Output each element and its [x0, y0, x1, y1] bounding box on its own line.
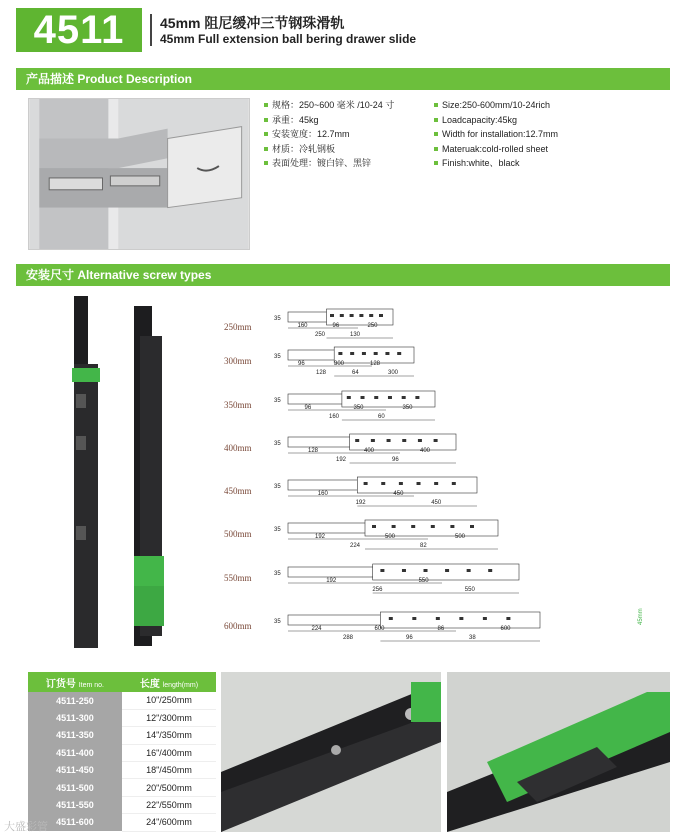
spec-list-english	[432, 98, 558, 171]
mount-hole	[402, 569, 406, 572]
mount-hole	[347, 396, 351, 399]
dimension-text: 288	[343, 635, 354, 641]
mount-hole	[483, 617, 487, 620]
dimension-text: 192	[336, 457, 347, 463]
dimension-text: 192	[326, 578, 337, 584]
dimension-text: 192	[315, 534, 326, 540]
dimension-text: 600	[374, 626, 385, 632]
dimension-text: 96	[406, 635, 413, 641]
mount-hole	[385, 352, 389, 355]
dimension-text: 500	[385, 534, 396, 540]
mount-hole	[411, 525, 415, 528]
table-row: 4511-250 10"/250mm	[28, 692, 216, 709]
mount-hole	[434, 482, 438, 485]
section-product-description: 产品描述 Product Description	[16, 68, 670, 90]
mount-hole	[417, 482, 421, 485]
mount-hole	[350, 314, 354, 317]
dimension-text: 128	[370, 361, 381, 367]
slide-green-latch-photo	[447, 672, 670, 832]
mount-hole	[431, 525, 435, 528]
dimension-text: 64	[352, 370, 359, 376]
mount-hole	[374, 352, 378, 355]
title-chinese: 45mm 阻尼缓冲三节钢珠滑轨	[160, 15, 345, 31]
mount-hole	[424, 569, 428, 572]
dimension-text: 60	[378, 414, 385, 420]
slide-closeup-photo	[221, 672, 441, 832]
dimension-text: 250	[367, 323, 378, 329]
mount-hole	[338, 352, 342, 355]
dimension-text: 96	[392, 457, 399, 463]
mount-hole	[388, 396, 392, 399]
dimension-text: 450	[393, 491, 404, 497]
dimension-text: 35	[274, 571, 281, 577]
mount-hole	[402, 439, 406, 442]
mount-hole	[459, 617, 463, 620]
table-row: 4511-550 22"/550mm	[28, 796, 216, 813]
length-label: 300mm	[224, 356, 252, 366]
spec-item: Finish:white、black	[432, 156, 558, 171]
dimension-text: 300	[388, 370, 399, 376]
length-label: 450mm	[224, 486, 252, 496]
mount-hole	[364, 482, 368, 485]
mount-hole	[389, 617, 393, 620]
order-table	[28, 672, 216, 832]
dimension-text: 35	[274, 398, 281, 404]
mount-hole	[381, 482, 385, 485]
mount-hole	[330, 314, 334, 317]
spec-item: Loadcapacity:45kg	[432, 113, 558, 128]
mount-hole	[467, 569, 471, 572]
dimension-text: 35	[274, 354, 281, 360]
length-label: 600mm	[224, 621, 252, 631]
dimension-text: 96	[298, 361, 305, 367]
table-row: 4511-450 18"/450mm	[28, 762, 216, 779]
dimension-text: 160	[317, 491, 328, 497]
table-row: 4511-600 24"/600mm	[28, 814, 216, 831]
table-row: 4511-300 12"/300mm	[28, 709, 216, 726]
dimension-text: 224	[311, 626, 322, 632]
mount-hole	[506, 617, 510, 620]
dimension-text: 128	[316, 370, 327, 376]
table-row: 4511-500 20"/500mm	[28, 779, 216, 796]
mount-hole	[445, 569, 449, 572]
title-divider	[150, 14, 152, 46]
mount-hole	[488, 569, 492, 572]
dimension-text: 350	[402, 405, 413, 411]
mount-hole	[399, 482, 403, 485]
dimension-text: 96	[304, 405, 312, 411]
length-label: 400mm	[224, 443, 252, 453]
dimension-text: 35	[274, 619, 281, 625]
dimension-text: 160	[329, 414, 340, 420]
mount-hole	[470, 525, 474, 528]
dimension-text: 300	[334, 361, 345, 367]
mount-hole	[412, 617, 416, 620]
dimension-text: 550	[418, 578, 429, 584]
spec-item: 承重：45kg	[262, 113, 394, 128]
mount-hole	[371, 439, 375, 442]
mount-hole	[392, 525, 396, 528]
mount-hole	[369, 314, 373, 317]
height-dimension-text: 45mm	[638, 608, 644, 625]
length-label: 500mm	[224, 529, 252, 539]
dimension-text: 400	[420, 448, 431, 454]
mount-hole	[450, 525, 454, 528]
mount-hole	[361, 396, 365, 399]
length-label: 550mm	[224, 573, 252, 583]
watermark: 大盛彩管	[4, 821, 48, 833]
length-label: 350mm	[224, 400, 252, 410]
mount-hole	[362, 352, 366, 355]
table-row: 4511-400 16"/400mm	[28, 744, 216, 761]
dimension-text: 250	[315, 332, 326, 338]
mount-hole	[379, 314, 383, 317]
drawer-illustration	[28, 98, 250, 250]
spec-item: Width for installation:12.7mm	[432, 127, 558, 142]
header-item-no: 订货号 Item no.	[28, 672, 122, 692]
mount-hole	[397, 352, 401, 355]
mount-hole	[452, 482, 456, 485]
header-length: 长度 length(mm)	[122, 672, 216, 692]
spec-item: Materuak:cold-rolled sheet	[432, 142, 558, 157]
mount-hole	[402, 396, 406, 399]
length-label: 250mm	[224, 322, 252, 332]
dimension-text: 35	[274, 527, 281, 533]
spec-list-chinese	[262, 98, 394, 171]
dimension-text: 224	[350, 543, 361, 549]
mount-hole	[436, 617, 440, 620]
table-row: 4511-350 14"/350mm	[28, 727, 216, 744]
spec-item: 材质：冷轧钢板	[262, 142, 394, 157]
dimension-text: 400	[364, 448, 375, 454]
dimension-text: 35	[274, 484, 281, 490]
dimension-text: 192	[355, 500, 366, 506]
mount-hole	[387, 439, 391, 442]
dimension-text: 500	[455, 534, 466, 540]
slide-rail-photo	[60, 296, 170, 666]
spec-item: 安装宽度：12.7mm	[262, 127, 394, 142]
mount-hole	[359, 314, 363, 317]
dimension-text: 600	[500, 626, 511, 632]
mount-hole	[350, 352, 354, 355]
spec-item: 规格：250~600 毫米 /10-24 寸	[262, 98, 394, 113]
mount-hole	[434, 439, 438, 442]
dimension-text: 128	[308, 448, 319, 454]
mount-hole	[415, 396, 419, 399]
dimension-text: 35	[274, 441, 281, 447]
dimension-text: 86	[437, 626, 445, 632]
dimension-text: 550	[464, 587, 475, 593]
mount-hole	[372, 525, 376, 528]
section-screw-types: 安装尺寸 Alternative screw types	[16, 264, 670, 286]
dimension-text: 130	[350, 332, 361, 338]
mount-hole	[340, 314, 344, 317]
dimension-text: 256	[372, 587, 383, 593]
screw-diagrams	[270, 300, 650, 645]
dimension-text: 160	[297, 323, 308, 329]
mount-hole	[355, 439, 359, 442]
spec-item: 表面处理：镀白锌、黑锌	[262, 156, 394, 171]
mount-hole	[380, 569, 384, 572]
dimension-text: 450	[431, 500, 442, 506]
mount-hole	[374, 396, 378, 399]
dimension-text: 350	[353, 405, 364, 411]
dimension-text: 35	[274, 316, 281, 322]
dimension-text: 96	[332, 323, 340, 329]
dimension-text: 38	[469, 635, 476, 641]
title-english: 45mm Full extension ball bering drawer slide	[160, 32, 417, 46]
model-number: 4511	[16, 8, 142, 52]
mount-hole	[418, 439, 422, 442]
dimension-text: 82	[420, 543, 427, 549]
spec-item: Size:250-600mm/10-24rich	[432, 98, 558, 113]
